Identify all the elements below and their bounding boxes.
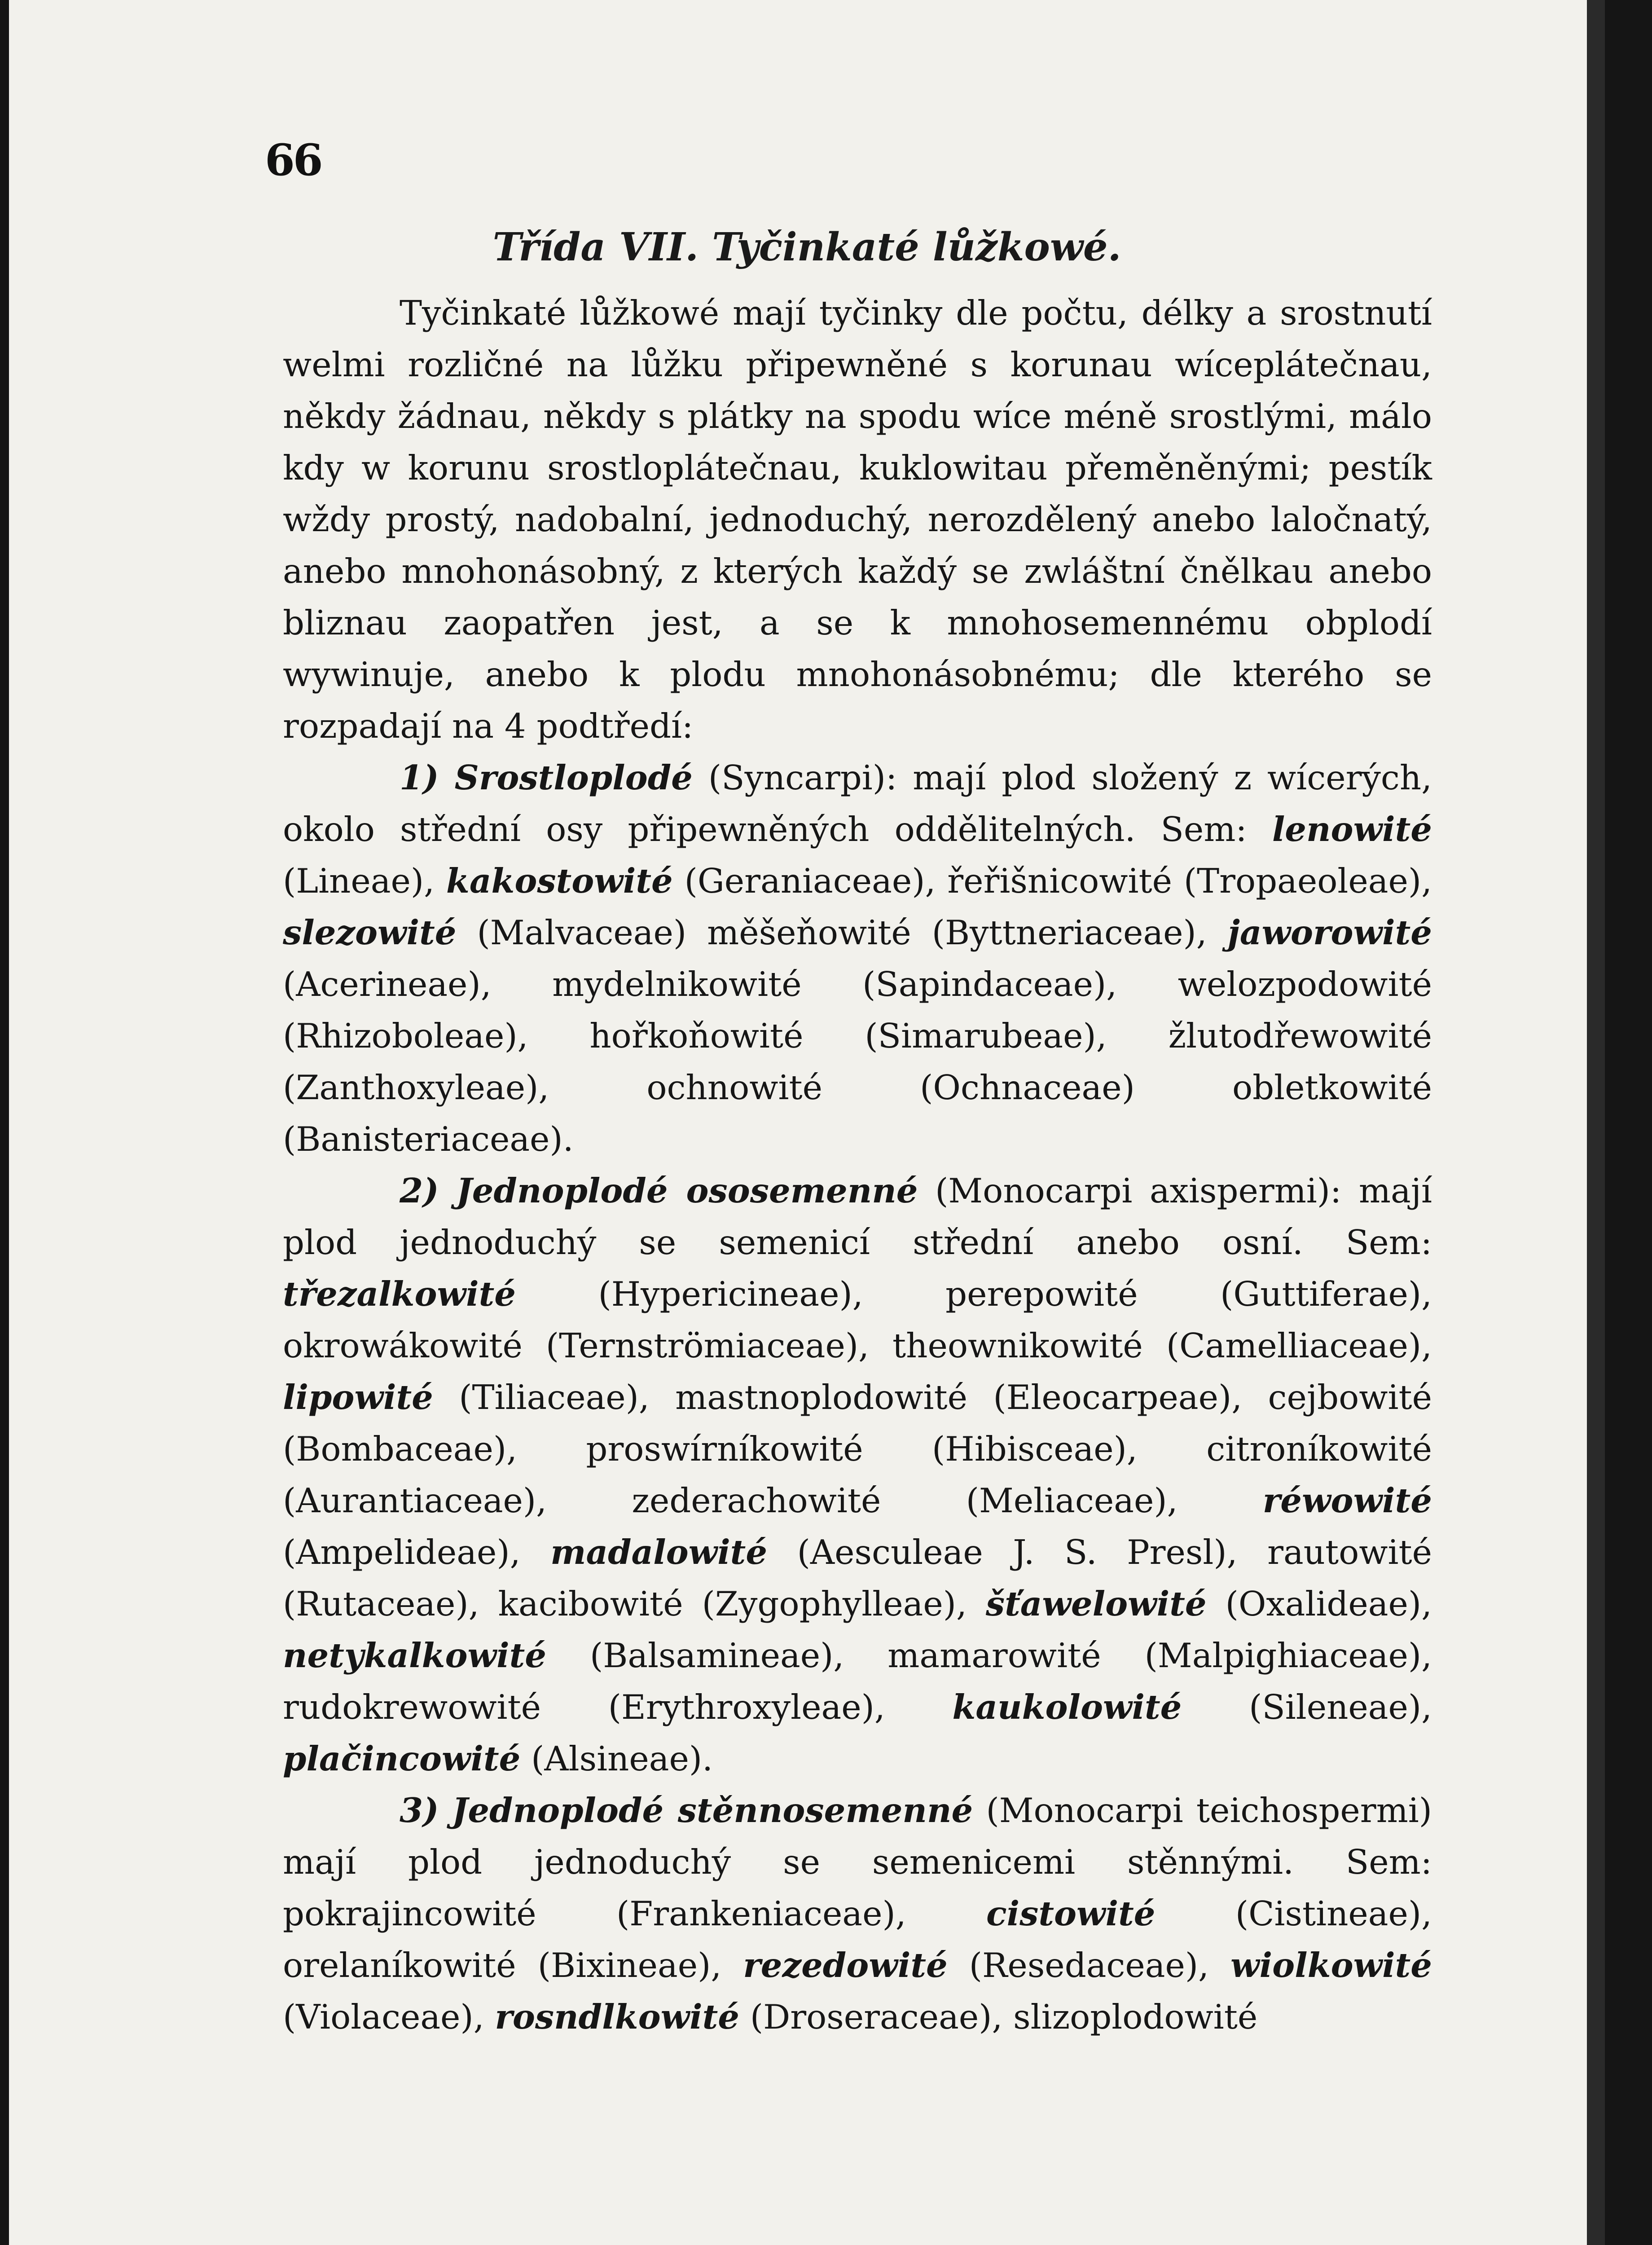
family-name: kakostowité xyxy=(446,861,673,901)
family-name: netykalkowité xyxy=(283,1636,546,1675)
subclass-1-paragraph xyxy=(283,752,1432,1165)
running-title: Třída VII. Tyčinkaté lůžkowé. xyxy=(492,224,1121,270)
family-name: šťawelowité xyxy=(985,1584,1207,1624)
family-name: slezowité xyxy=(283,913,457,952)
page-edge-shadow xyxy=(1587,0,1605,2245)
text-run: (Lineae), xyxy=(283,861,446,901)
family-name: lipowité xyxy=(283,1378,433,1417)
text-run: (Acerineae), mydelnikowité (Sapindaceae), welozpodowité (Rhizoboleae), hořkoňowité (Simarubeae), žlutodřewowité (Zanthoxyleae), ochnowité (Ochnaceae) obletkowité (Banisteriaceae). xyxy=(283,964,1432,1159)
family-name: réwowité xyxy=(1262,1481,1432,1520)
text-run: (Cistineae), orelaníkowité (Bixineae), xyxy=(283,1894,1432,1985)
family-name: třezalkowité xyxy=(283,1274,516,1314)
family-name: rezedowité xyxy=(743,1946,948,1985)
text-run: (Oxalideae), xyxy=(1206,1584,1432,1624)
family-name: rosndlkowité xyxy=(495,1997,740,2037)
text-run: (Alsineae). xyxy=(520,1739,713,1778)
subclass-number: 3) xyxy=(400,1791,439,1830)
text-run: (Geraniaceae), řeřišnicowité (Tropaeoleae), xyxy=(672,861,1432,901)
subclass-2-paragraph xyxy=(283,1165,1432,1785)
text-run: (Ampelideae), xyxy=(283,1532,551,1572)
text-run: (Sileneae), xyxy=(1182,1687,1432,1727)
family-name: plačincowité xyxy=(283,1739,521,1778)
family-name: kaukolowité xyxy=(952,1687,1182,1727)
text-run: (Syncarpi): mají plod složený z wícerých, okolo střední osy připewněných oddělitelných. Sem: xyxy=(283,758,1432,849)
family-name: madalowité xyxy=(550,1532,768,1572)
text-run: (Balsamineae), mamarowité (Malpighiaceae), rudokrewowité (Erythroxyleae), xyxy=(283,1636,1432,1727)
text-run: (Monocarpi teichospermi) mají plod jednoduchý se semenicemi stěnnými. Sem: pokrajincowité (Frankeniaceae), xyxy=(283,1791,1432,1933)
intro-paragraph: Tyčinkaté lůžkowé mají tyčinky dle počtu, délky a srostnutí welmi rozličné na lůžku připewněné s korunau wíceplátečnau, někdy žádnau, někdy s plátky na spodu wíce méně srostlými, málo kdy w korunu srostloplátečnau, kuklowitau přeměněnými; pestík wždy prostý, nadobalní, jednoduchý, nerozdělený anebo laločnatý, anebo mnohonásobný, z kterých každý se zwláštní čnělkau anebo bliznau zaopatřen jest, a se k mnohosemennému obplodí wywinuje, anebo k plodu mnohonásobnému; dle kterého se rozpadají na 4 podtředí: xyxy=(283,293,1432,746)
family-name: cistowité xyxy=(986,1894,1156,1933)
text-run: (Tiliaceae), mastnoplodowité (Eleocarpeae), cejbowité (Bombaceae), proswírníkowité (Hibisceae), citroníkowité (Aurantiaceae), zederachowité (Meliaceae), xyxy=(283,1378,1432,1520)
family-name: lenowité xyxy=(1272,810,1432,849)
text-run: (Droseraceae), slizoplodowité xyxy=(739,1997,1258,2037)
subclass-number: 2) xyxy=(400,1171,439,1211)
subclass-name: Jednoplodé stěnnosemenné xyxy=(452,1791,973,1830)
text-run: (Aesculeae J. S. Presl), rautowité (Rutaceae), kacibowité (Zygophylleae), xyxy=(283,1532,1432,1624)
body-text xyxy=(283,287,1432,2043)
book-page xyxy=(9,0,1605,2245)
text-run: (Malvaceae) měšeňowité (Byttneriaceae), xyxy=(456,913,1228,952)
text-run: (Violaceae), xyxy=(283,1997,495,2037)
subclass-name: Jednoplodé ososemenné xyxy=(456,1171,918,1211)
subclass-name: Srostloplodé xyxy=(454,758,693,797)
text-run: (Hypericineae), perepowité (Guttiferae), okrowákowité (Ternströmiaceae), theownikowité (Camelliaceae), xyxy=(283,1274,1432,1365)
page-number: 66 xyxy=(265,135,321,185)
text-run: (Resedaceae), xyxy=(947,1946,1231,1985)
text-run: (Monocarpi axispermi): mají plod jednoduchý se semenicí střední anebo osní. Sem: xyxy=(283,1171,1432,1262)
subclass-3-paragraph xyxy=(283,1785,1432,2043)
family-name: jaworowité xyxy=(1227,913,1432,952)
subclass-number: 1) xyxy=(400,758,439,797)
family-name: wiolkowité xyxy=(1230,1946,1432,1985)
